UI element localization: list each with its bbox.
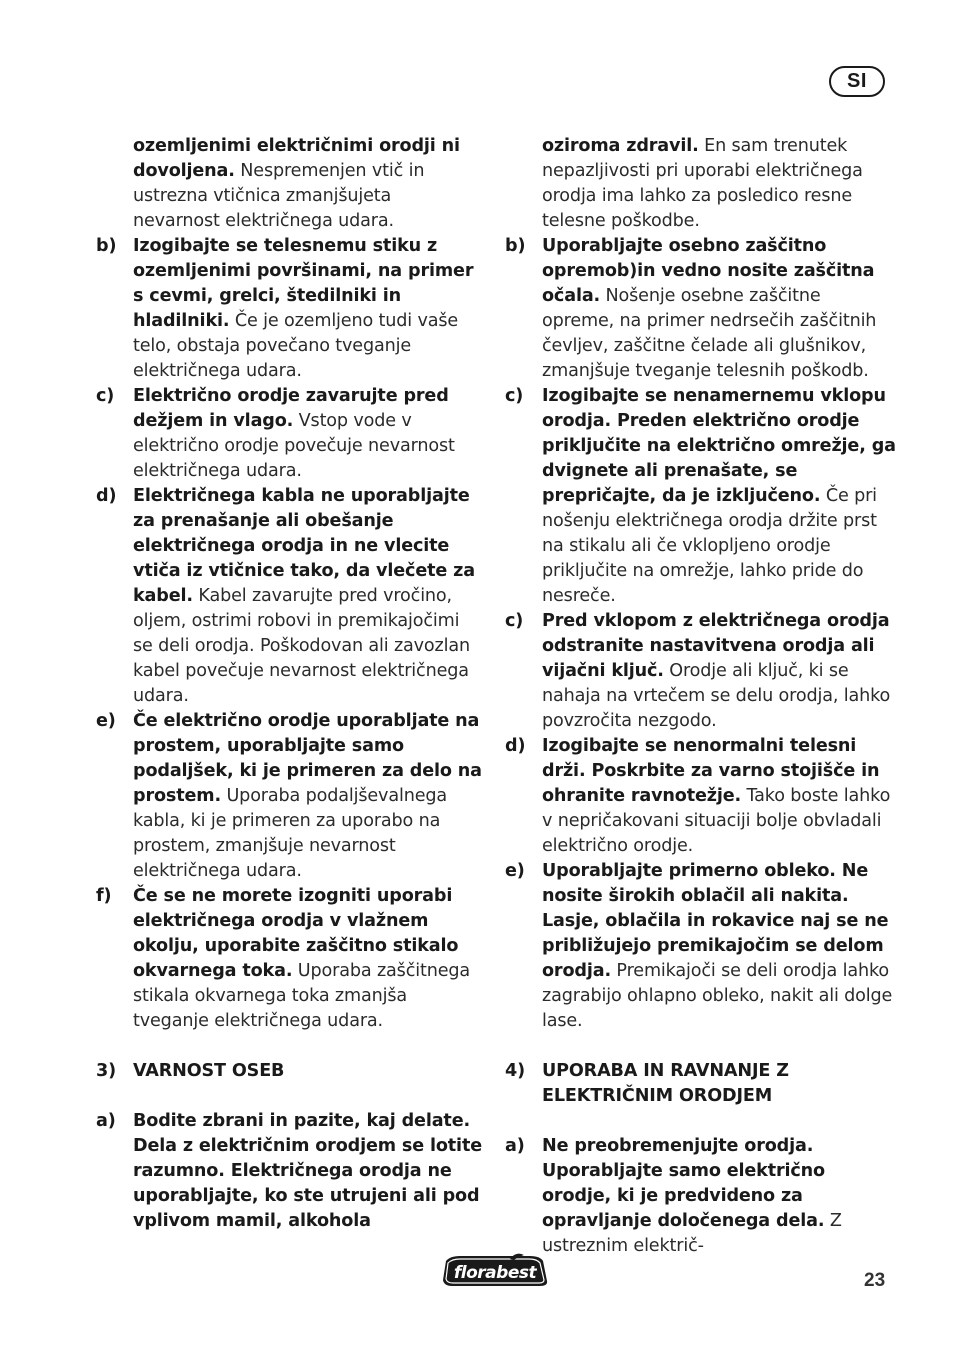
list-item — [96, 484, 482, 709]
right-column — [505, 134, 896, 1259]
item-marker: a) — [505, 1136, 525, 1156]
item-bold: Uporabljajte osebno zaščitno opremob)in vedno nosite zaščitna očala. — [542, 236, 875, 306]
item-text: Kabel zavarujte pred vročino, oljem, ostrimi robovi in premikajočimi se deli orodja. Poškodovan ali zavozlan kabel povečuje nevarnost električnega udara. — [133, 586, 470, 706]
section-heading — [505, 1059, 896, 1109]
section-heading — [96, 1059, 482, 1084]
item-text: Uporaba zaščitnega stikala okvarnega toka zmanjša tveganje električnega udara. — [133, 961, 471, 1031]
page-number: 23 — [864, 1270, 886, 1291]
list-item — [96, 709, 482, 884]
item-bold: Pred vklopom z električnega orodja odstranite nastavitvena orodja ali vijačni ključ. — [542, 611, 890, 681]
item-bold: Če se ne morete izogniti uporabi električnega orodja v vlažnem okolju, uporabite zaščitno stikalo okvarnega toka. — [133, 886, 459, 981]
florabest-logo — [440, 1253, 550, 1289]
item-marker: c) — [505, 611, 524, 631]
list-item — [505, 384, 896, 609]
item-bold: Izogibajte se nenamernemu vklopu orodja. Preden električno orodje priključite na električno omrežje, ga dvignete ali prenašate, se prepričajte, da je izključeno. — [542, 386, 896, 506]
list-item — [505, 609, 896, 734]
section-marker: 4) — [505, 1061, 525, 1081]
item-text: Z ustreznim električ- — [542, 1211, 842, 1256]
item-marker: b) — [96, 236, 117, 256]
list-item — [96, 1109, 482, 1234]
language-badge: SI — [829, 66, 885, 97]
list-item — [505, 1134, 896, 1259]
left-column — [96, 134, 482, 1234]
intro-text: En sam trenutek nepazljivosti pri uporabi električnega orodja ima lahko za posledico resne telesne poškodbe. — [542, 136, 863, 231]
list-item — [96, 384, 482, 484]
logo-text: florabest — [453, 1263, 537, 1283]
item-marker: e) — [96, 711, 116, 731]
left-intro-paragraph — [96, 134, 482, 234]
item-bold: Električno orodje zavarujte pred dežjem in vlago. — [133, 386, 449, 431]
item-marker: c) — [96, 386, 115, 406]
item-marker: d) — [96, 486, 117, 506]
item-marker: e) — [505, 861, 525, 881]
right-intro-paragraph — [505, 134, 896, 234]
item-text: Tako boste lahko v nepričakovani situaciji bolje obvladali električno orodje. — [542, 786, 891, 856]
section-title: UPORABA IN RAVNANJE Z ELEKTRIČNIM ORODJEM — [542, 1061, 789, 1106]
list-item — [505, 859, 896, 1034]
item-bold: Električnega kabla ne uporabljajte za prenašanje ali obešanje električnega orodja in ne vlecite vtiča iz vtičnice tako, da vlečete za kabel. — [133, 486, 475, 606]
item-bold: Izogibajte se telesnemu stiku z ozemljenimi površinami, na primer s cevmi, grelci, štedilniki in hladilniki. — [133, 236, 474, 331]
item-bold: Če električno orodje uporabljate na prostem, uporabljajte samo podaljšek, ki je primeren za delo na prostem. — [133, 711, 482, 806]
item-text: Nošenje osebne zaščitne opreme, na primer nedrsečih zaščitnih čevljev, zaščitne čelade ali glušnikov, zmanjšuje tveganje telesnih poškodb. — [542, 286, 877, 381]
item-text: Vstop vode v električno orodje povečuje nevarnost električnega udara. — [133, 411, 455, 481]
list-item — [505, 234, 896, 384]
item-marker: c) — [505, 386, 524, 406]
list-item — [505, 734, 896, 859]
intro-bold: oziroma zdravil. — [542, 136, 699, 156]
item-marker: a) — [96, 1111, 116, 1131]
item-bold: Izogibajte se nenormalni telesni drži. Poskrbite za varno stojišče in ohranite ravnotežje. — [542, 736, 880, 806]
item-text: Orodje ali ključ, ki se nahaja na vrtečem se delu orodja, lahko povzročita nezgodo. — [542, 661, 891, 731]
intro-bold: ozemljenimi električnimi orodji ni dovoljena. — [133, 136, 460, 181]
list-item — [96, 884, 482, 1034]
item-text: Premikajoči se deli orodja lahko zagrabijo ohlapno obleko, nakit ali dolge lase. — [542, 961, 893, 1031]
item-text: Uporaba podaljševalnega kabla, ki je primeren za uporabo na prostem, zmanjšuje nevarnost električnega udara. — [133, 786, 448, 881]
intro-text: Nespremenjen vtič in ustrezna vtičnica zmanjšujeta nevarnost električnega udara. — [133, 161, 425, 231]
section-title: VARNOST OSEB — [133, 1061, 285, 1081]
item-marker: d) — [505, 736, 526, 756]
section-marker: 3) — [96, 1061, 116, 1081]
item-bold: Bodite zbrani in pazite, kaj delate. Dela z električnim orodjem se lotite razumno. Električnega orodja ne uporabljajte, ko ste utrujeni ali pod vplivom mamil, alkohola — [133, 1111, 482, 1231]
item-bold: Uporabljajte primerno obleko. Ne nosite širokih oblačil ali nakita. Lasje, oblačila in rokavice naj se ne približujejo premikajočim se delom orodja. — [542, 861, 889, 981]
item-marker: b) — [505, 236, 526, 256]
list-item — [96, 234, 482, 384]
item-bold: Ne preobremenjujte orodja. Uporabljajte samo električno orodje, ki je predvideno za opravljanje določenega dela. — [542, 1136, 825, 1231]
item-marker: f) — [96, 886, 112, 906]
item-text: Če je ozemljeno tudi vaše telo, obstaja povečano tveganje električnega udara. — [133, 311, 459, 381]
item-text: Če pri nošenju električnega orodja držite prst na stikalu ali če vklopljeno orodje priključite na omrežje, lahko pride do nesreče. — [542, 486, 877, 606]
